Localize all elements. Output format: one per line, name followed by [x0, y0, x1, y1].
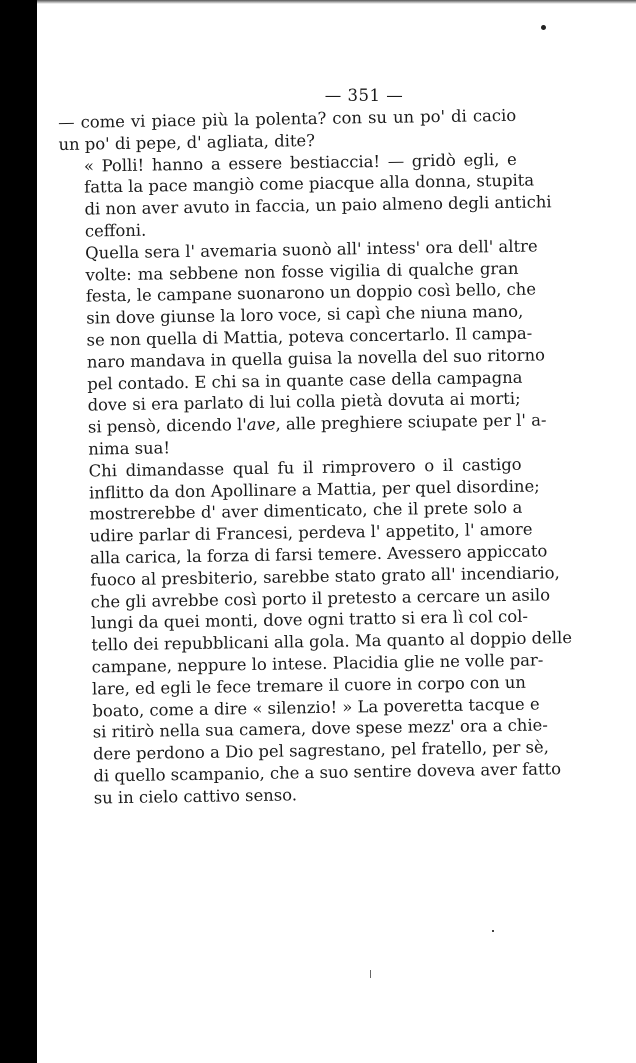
- text-line: boato, come a dire « silenzio! » La poveretta tacque e: [92, 694, 540, 721]
- scan-binding-edge: [0, 0, 37, 1063]
- text-line: Chi dimandasse qual fu il rimprovero o il castigo: [88, 454, 522, 481]
- paragraph: [59, 148, 552, 242]
- text-line: di non aver avuto in faccia, un paio almeno degli antichi: [84, 192, 552, 219]
- text-line: « Polli! hanno a essere bestiaccia! — gridò egli, e: [83, 149, 517, 176]
- ink-speck: [370, 970, 371, 978]
- body-text: [58, 105, 573, 810]
- text-line: lare, ed egli le fece tremare il cuore in corpo con un: [91, 672, 527, 699]
- scan-top-edge: [37, 0, 636, 4]
- text-line: — come vi piace più la polenta? con su un po' di cacio: [58, 105, 517, 132]
- paragraph: [63, 454, 573, 810]
- text-line: dere perdono a Dio pel sagrestano, pel fratello, per sè,: [92, 737, 549, 764]
- text-line: tello dei repubblicani alla gola. Ma quanto al doppio delle: [91, 628, 573, 655]
- text-line: campane, neppure lo intese. Placidia glie ne volle par-: [91, 650, 544, 677]
- text-line: di quello scampanio, che a suo sentire doveva aver fatto: [93, 759, 562, 786]
- text-line: su in cielo cattivo senso.: [93, 785, 298, 808]
- text-line: si ritirò nella sua camera, dove spese mezz' ora a chie-: [92, 715, 548, 742]
- text-line: si pensò, dicendo l'ave, alle preghiere sciupate per l' a-: [87, 410, 547, 437]
- text-line: sin dove giunse la loro voce, si capì che niuna mano,: [86, 301, 524, 328]
- text-line: fatta la pace mangiò come piacque alla donna, stupita: [84, 170, 535, 197]
- text-line: pel contado. E chi sa in quante case della campagna: [87, 367, 523, 394]
- text-line: naro mandava in quella guisa la novella del suo ritorno: [86, 345, 546, 372]
- text-line: lungi da quei monti, dove ogni tratto si era lì col col-: [90, 607, 529, 633]
- ink-speck: [492, 930, 494, 932]
- text-line: ceffoni.: [84, 220, 147, 241]
- ink-speck: [541, 25, 546, 30]
- text-line: inflitto da don Apollinare a Mattia, per quel disordine;: [88, 476, 540, 503]
- page-number: — 351 —: [324, 86, 404, 105]
- text-line: udire parlar di Francesi, perdeva l' appetito, l' amore: [89, 519, 533, 546]
- text-line: fuoco al presbiterio, sarebbe stato grato all' incendiario,: [90, 562, 560, 590]
- text-line: nima sua!: [88, 438, 171, 459]
- paragraph: [60, 236, 547, 461]
- text-line: volte: ma sebbene non fosse vigilia di qualche gran: [85, 258, 519, 285]
- text-line: dove si era parlato di lui colla pietà dovuta ai morti;: [87, 389, 521, 415]
- text-line: se non quella di Mattia, poteva concertarlo. Il campa-: [86, 323, 533, 350]
- text-line: alla carica, la forza di farsi temere. Avessero appiccato: [89, 541, 548, 568]
- text-line: che gli avrebbe così porto il pretesto a cercare un asilo: [90, 584, 551, 612]
- text-line: mostrerebbe d' aver dimenticato, che il prete solo a: [89, 498, 523, 524]
- text-line: festa, le campane suonarono un doppio così bello, che: [85, 279, 537, 306]
- text-line: Quella sera l' avemaria suonò all' intess' ora dell' altre: [85, 236, 538, 263]
- text-line: un po' di pepe, d' agliata, dite?: [58, 130, 316, 154]
- paragraph: [58, 105, 517, 156]
